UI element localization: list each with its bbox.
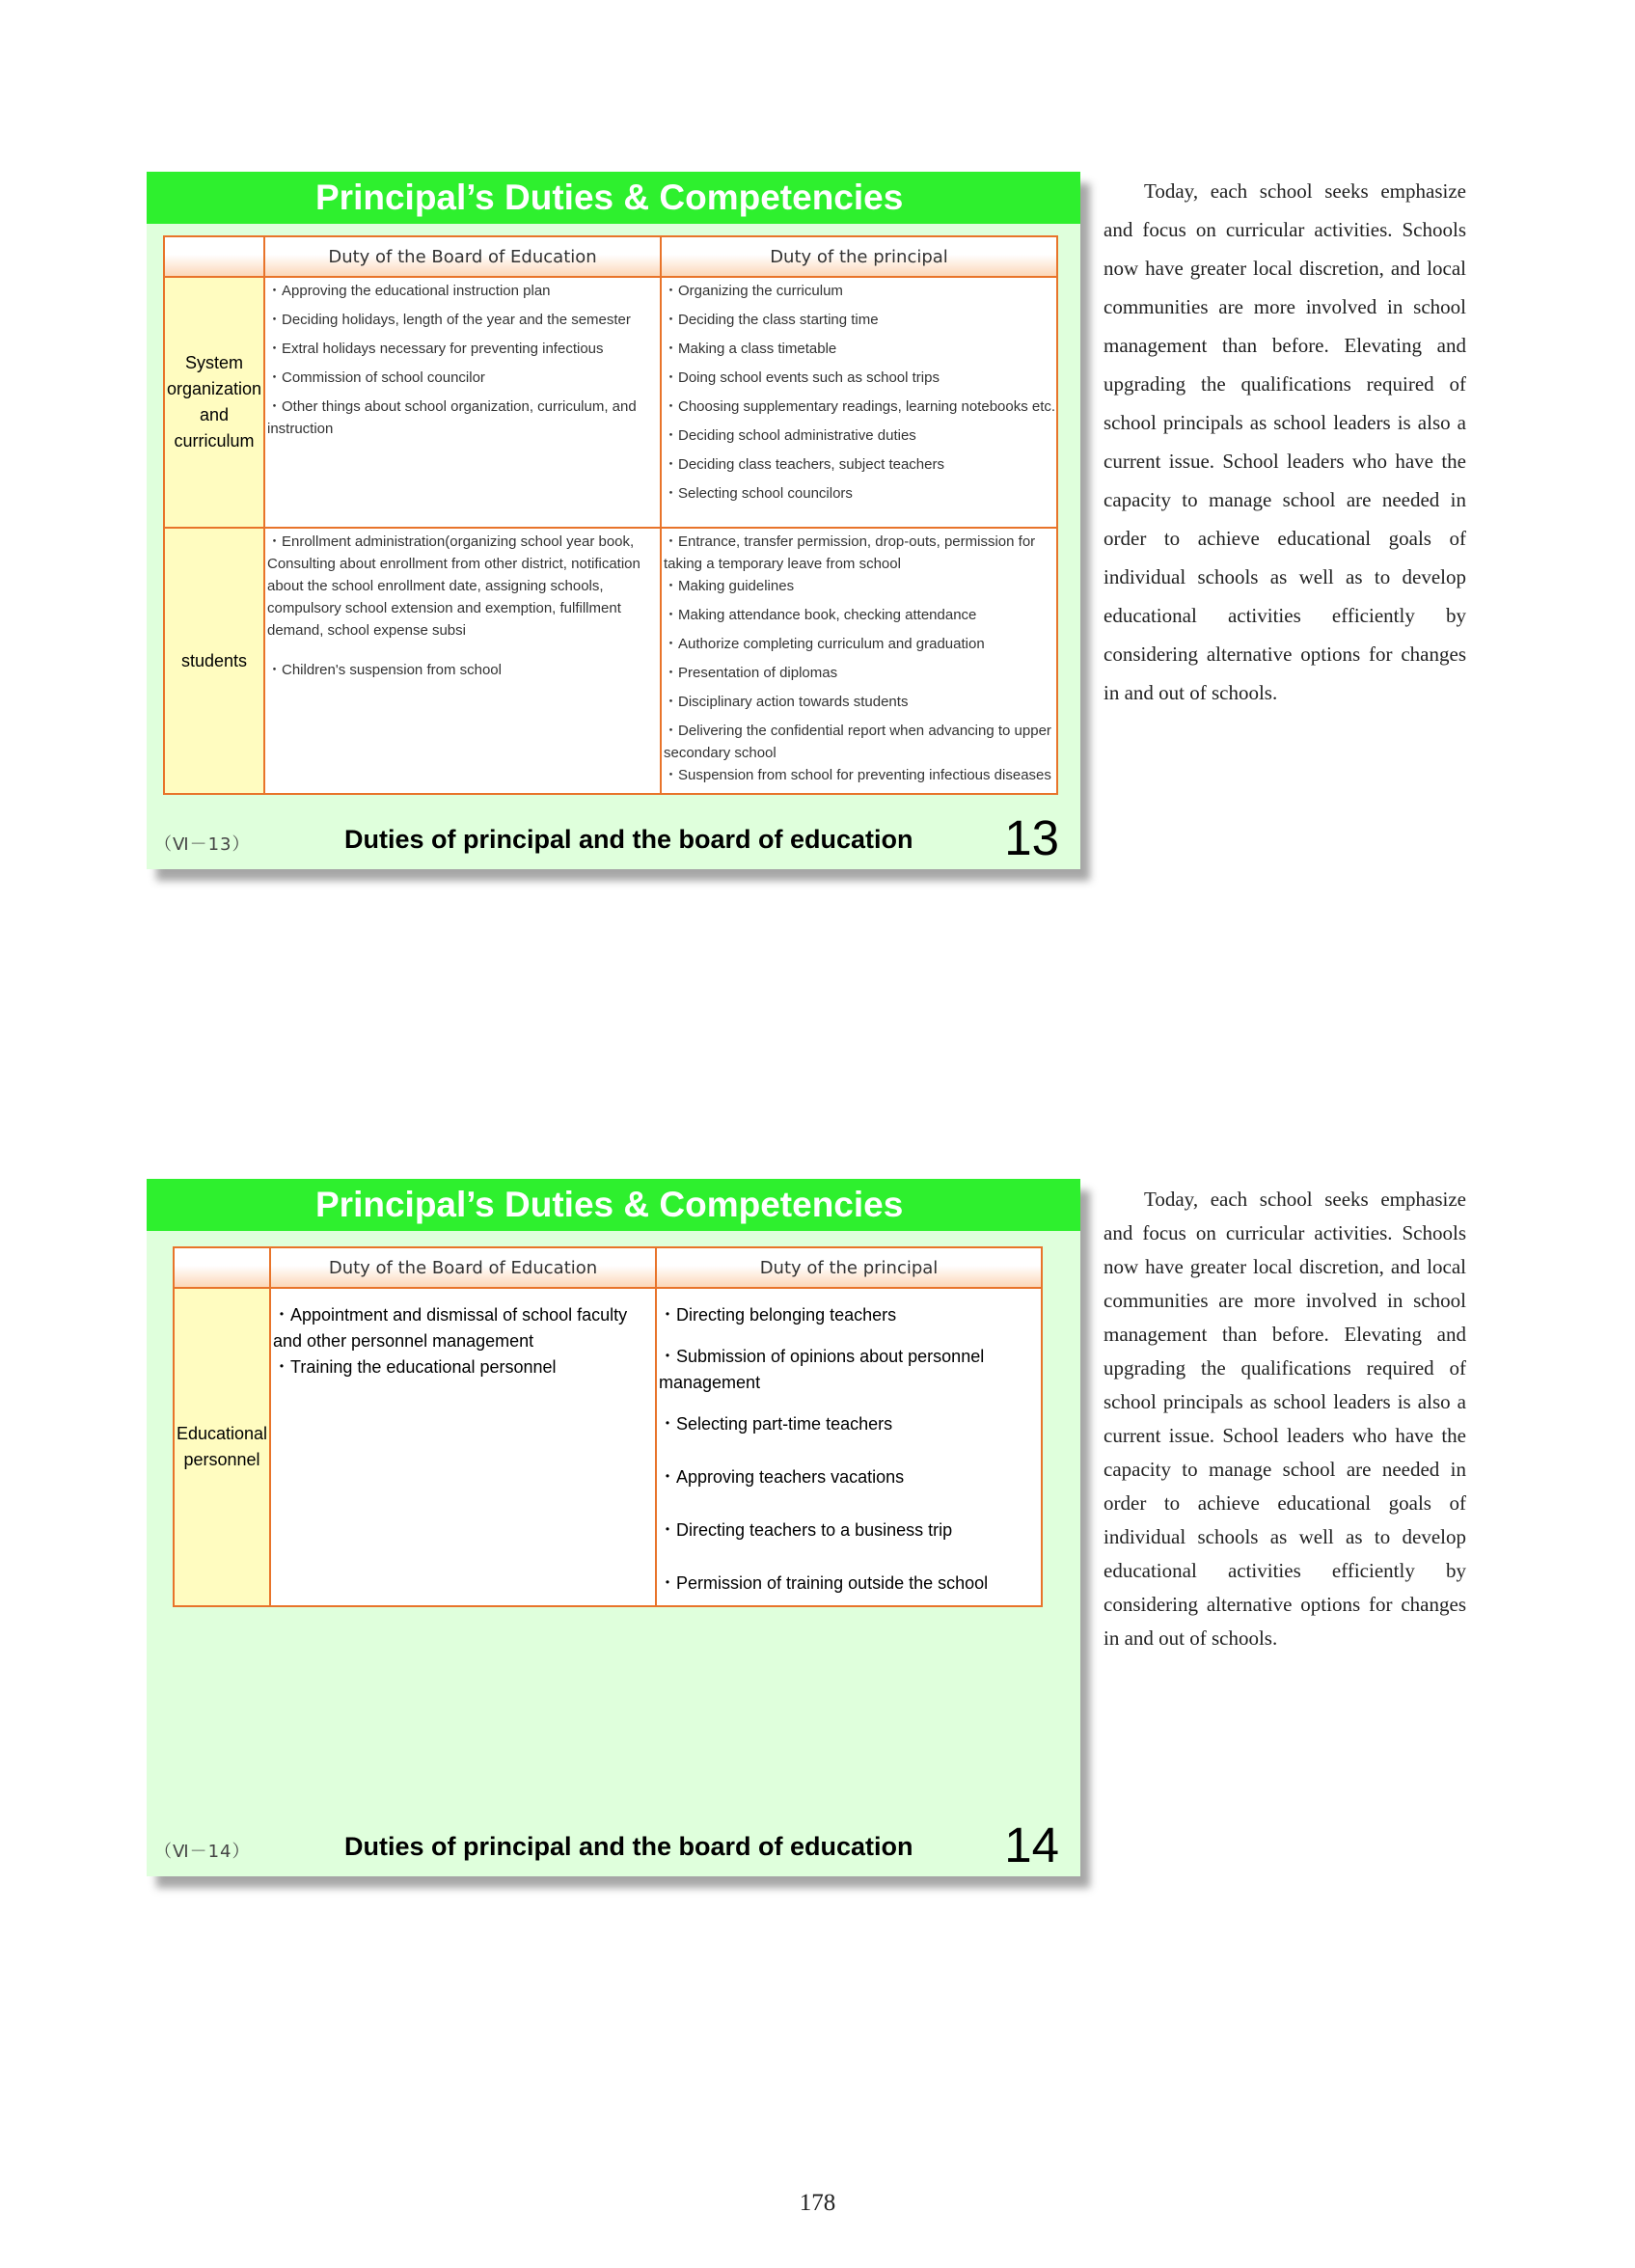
table-header-row	[164, 236, 1057, 277]
board-duties-cell	[270, 1288, 656, 1606]
list-item: ・Making guidelines	[664, 578, 795, 594]
list-item: ・Training the educational personnel	[273, 1357, 557, 1377]
list-item: ・Deciding class teachers, subject teachers	[664, 456, 944, 473]
board-duties-list	[271, 1302, 655, 1380]
slide-number: 14	[1004, 1817, 1059, 1872]
list-item: ・Entrance, transfer permission, drop-outs, permission for taking a temporary leave from school	[664, 533, 1036, 572]
side-paragraph: Today, each school seeks emphasize and focus on curricular activities. Schools now have greater local discretion, and local communities are more involved in school management than before. Elevating and upgrading the qualifications required of school principals as school leaders is also a current issue. School leaders who have the capacity to manage school are needed in order to achieve educational goals of individual schools as well as to develop educational activities efficiently by considering alternative options for changes in and out of schools.	[1104, 1188, 1466, 1650]
row-label-educational-personnel: Educational personnel	[174, 1288, 270, 1606]
list-item: ・Approving teachers vacations	[659, 1467, 905, 1487]
list-item: ・Other things about school organization, curriculum, and instruction	[267, 398, 637, 437]
slide-code: （Ⅵ－13）	[154, 834, 251, 855]
side-paragraph: Today, each school seeks emphasize and focus on curricular activities. Schools now have greater local discretion, and local communities are more involved in school management than before. Elevating and upgrading the qualifications required of school principals as school leaders is also a current issue. School leaders who have the capacity to manage school are needed in order to achieve educational goals of individual schools as well as to develop educational activities efficiently by considering alternative options for changes in and out of schools.	[1104, 179, 1466, 704]
slide-caption: Duties of principal and the board of education	[344, 825, 913, 854]
list-item: ・Commission of school councilor	[267, 369, 485, 386]
list-item: ・Enrollment administration(organizing school year book, Consulting about enrollment from other district, notification about the school enrollment date, assigning schools, compulsory school extension and exemption, fulfillment demand, school expense subsi	[267, 533, 640, 639]
list-item: ・Extral holidays necessary for preventing infectious	[267, 341, 604, 357]
slide-14	[147, 1179, 1080, 1876]
column-header-principal: Duty of the principal	[656, 1247, 1042, 1288]
duties-table	[163, 235, 1058, 795]
table-header-row	[174, 1247, 1042, 1288]
list-item: ・Delivering the confidential report when advancing to upper secondary school	[664, 723, 1051, 761]
board-duties-cell	[264, 277, 661, 528]
duties-table	[173, 1246, 1043, 1607]
board-duties-cell	[264, 528, 661, 794]
list-item: ・Children's suspension from school	[267, 662, 502, 678]
column-header-principal: Duty of the principal	[661, 236, 1057, 277]
principal-duties-cell	[661, 528, 1057, 794]
list-item: ・Permission of training outside the school	[659, 1573, 989, 1593]
slide-title: Principal’s Duties & Competencies	[147, 172, 1080, 224]
slide-footer	[147, 1818, 1080, 1876]
list-item: ・Directing teachers to a business trip	[659, 1520, 953, 1540]
list-item: ・Making attendance book, checking attendance	[664, 607, 977, 623]
list-item: ・Deciding the class starting time	[664, 312, 879, 328]
list-item: ・Selecting school councilors	[664, 485, 853, 502]
board-duties-list	[265, 531, 660, 681]
principal-duties-cell	[661, 277, 1057, 528]
column-header-board: Duty of the Board of Education	[270, 1247, 656, 1288]
list-item: ・Organizing the curriculum	[664, 283, 843, 299]
slide-footer	[147, 811, 1080, 869]
slide-13	[147, 172, 1080, 869]
table-corner-cell	[174, 1247, 270, 1288]
list-item: ・Directing belonging teachers	[659, 1305, 897, 1325]
board-duties-list	[265, 280, 660, 440]
list-item: ・Approving the educational instruction plan	[267, 283, 551, 299]
principal-duties-list	[657, 1302, 1041, 1597]
list-item: ・Presentation of diplomas	[664, 665, 838, 681]
list-item: ・Disciplinary action towards students	[664, 694, 909, 710]
list-item: ・Doing school events such as school trips	[664, 369, 940, 386]
row-label-system-organization: System organization and curriculum	[164, 277, 264, 528]
slide-title: Principal’s Duties & Competencies	[147, 1179, 1080, 1231]
list-item: ・Deciding school administrative duties	[664, 427, 916, 444]
slide-code: （Ⅵ－14）	[154, 1842, 251, 1862]
table-row	[164, 528, 1057, 794]
page-number: 178	[799, 2190, 836, 2216]
table-row	[164, 277, 1057, 528]
column-header-board: Duty of the Board of Education	[264, 236, 661, 277]
list-item: ・Submission of opinions about personnel management	[659, 1347, 985, 1392]
list-item: ・Appointment and dismissal of school faculty and other personnel management	[273, 1305, 628, 1351]
list-item: ・Authorize completing curriculum and graduation	[664, 636, 985, 652]
list-item: ・Choosing supplementary readings, learning notebooks etc.	[664, 398, 1056, 415]
table-corner-cell	[164, 236, 264, 277]
table-row	[174, 1288, 1042, 1606]
list-item: ・Deciding holidays, length of the year and the semester	[267, 312, 631, 328]
list-item: ・Selecting part-time teachers	[659, 1414, 893, 1434]
principal-duties-list	[662, 531, 1056, 786]
list-item: ・Making a class timetable	[664, 341, 837, 357]
slide-caption: Duties of principal and the board of education	[344, 1832, 913, 1861]
principal-duties-cell	[656, 1288, 1042, 1606]
principal-duties-list	[662, 280, 1056, 505]
list-item: ・Suspension from school for preventing infectious diseases	[664, 767, 1051, 783]
slide-number: 13	[1004, 810, 1059, 865]
row-label-students: students	[164, 528, 264, 794]
